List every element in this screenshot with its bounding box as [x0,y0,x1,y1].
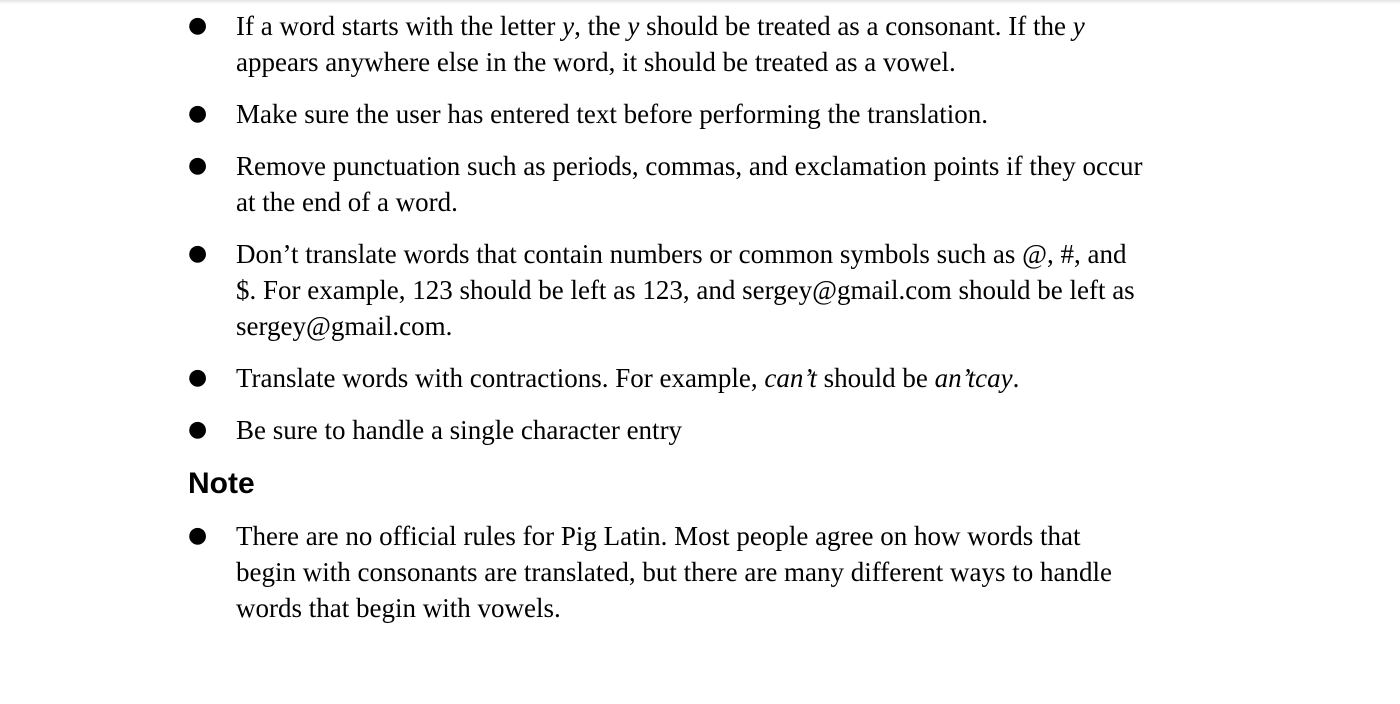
text-line [236,8,1266,44]
italic-letter: y [1072,11,1085,41]
list-item-text [236,518,1266,626]
list-item-text [236,360,1266,396]
text-line [236,360,1266,396]
text-span: Translate words with contractions. For example, [236,363,765,393]
italic-example: can’t [764,363,817,393]
text-span: should be treated as a consonant. If the [639,11,1073,41]
text-line: Remove punctuation such as periods, commas, and exclamation points if they occur [236,151,1143,181]
text-line: Don’t translate words that contain numbers or common symbols such as @, #, and [236,239,1127,269]
text-line: There are no official rules for Pig Latin. Most people agree on how words that [236,521,1081,551]
list-item-text [236,96,1266,132]
text-line: begin with consonants are translated, but there are many different ways to handle [236,557,1112,587]
bullet-icon: ● [188,523,208,548]
text-line: Be sure to handle a single character entry [236,415,683,445]
list-item-text [236,412,1266,448]
text-span: . [1012,363,1020,393]
text-span: If a word starts with the letter [236,11,563,41]
text-line: words that begin with vowels. [236,593,561,623]
text-line: appears anywhere else in the word, it should be treated as a vowel. [236,47,956,77]
bullet-icon: ● [188,153,208,178]
italic-example: an’tcay [934,363,1013,393]
text-line: Make sure the user has entered text before performing the translation. [236,99,988,129]
text-span: should be [816,363,935,393]
list-item-text [236,236,1266,344]
note-heading: Note [188,467,255,500]
italic-letter: y [627,11,640,41]
bullet-icon: ● [188,365,208,390]
list-item-text [236,148,1266,220]
list-item-text [236,8,1266,80]
italic-letter: y [562,11,575,41]
text-line: sergey@gmail.com. [236,311,453,341]
text-line: at the end of a word. [236,187,458,217]
text-line: $. For example, 123 should be left as 123, and sergey@gmail.com should be left as [236,275,1135,305]
text-span: , the [574,11,628,41]
bullet-icon: ● [188,13,208,38]
bullet-icon: ● [188,101,208,126]
bullet-icon: ● [188,241,208,266]
bullet-icon: ● [188,417,208,442]
